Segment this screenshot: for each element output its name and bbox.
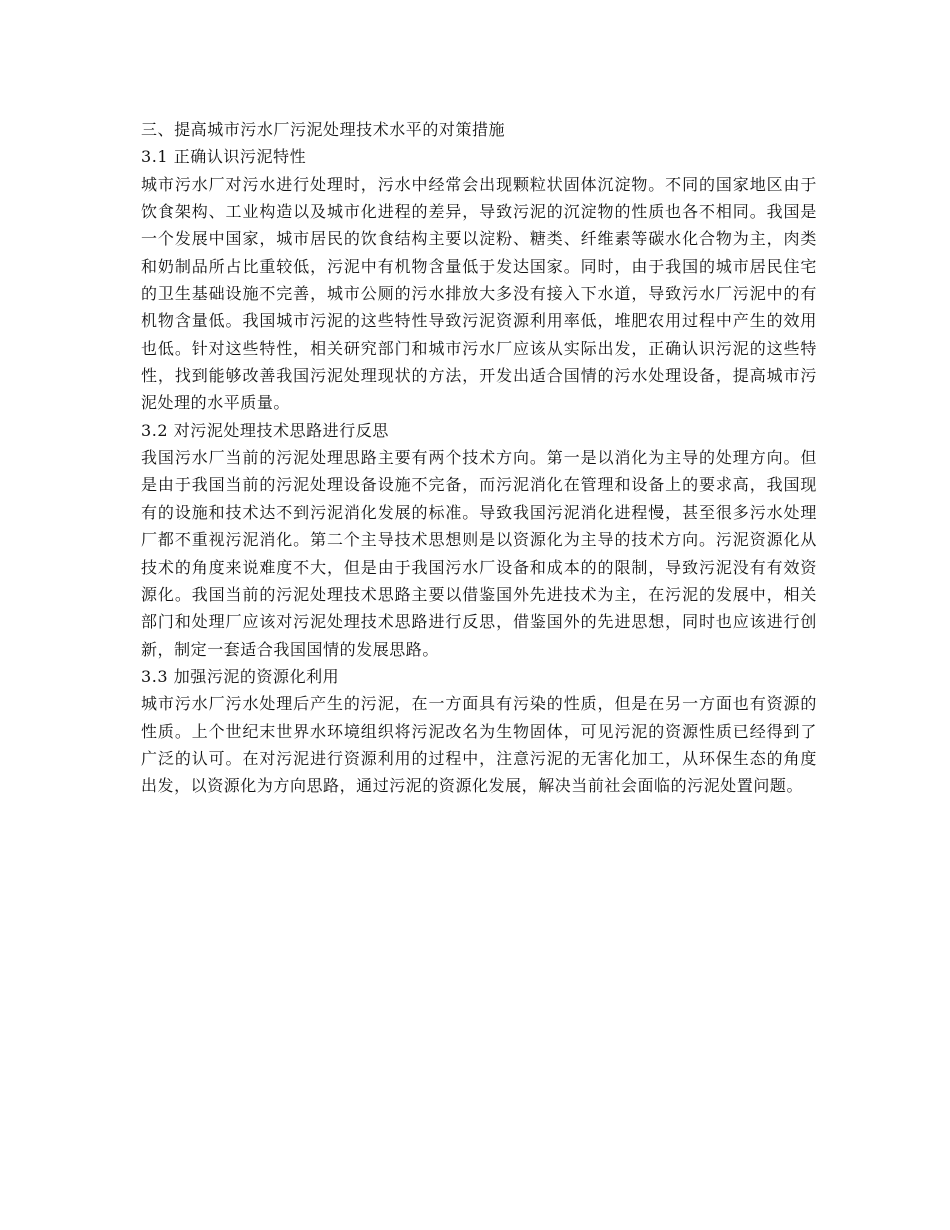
paragraph-3-2: 我国污水厂当前的污泥处理思路主要有两个技术方向。第一是以消化为主导的处理方向。但是由于我国当前的污泥处理设备设施不完备，而污泥消化在管理和设备上的要求高，我国现有的设施和技术达不到污泥消化发展的标准。导致我国污泥消化进程慢，甚至很多污水处理厂都不重视污泥消化。第二个主导技术思想则是以资源化为主导的技术方向。污泥资源化从技术的角度来说难度不大，但是由于我国污水厂设备和成本的的限制，导致污泥没有有效资源化。我国当前的污泥处理技术思路主要以借鉴国外先进技术为主，在污泥的发展中，相关部门和处理厂应该对污泥处理技术思路进行反思，借鉴国外的先进思想，同时也应该进行创新，制定一套适合我国国情的发展思路。 bbox=[141, 448, 817, 659]
subsection-title-3-1: 3.1 正确认识污泥特性 bbox=[141, 147, 307, 167]
document-body bbox=[141, 116, 817, 800]
paragraph-3-1: 城市污水厂对污水进行处理时，污水中经常会出现颗粒状固体沉淀物。不同的国家地区由于饮食架构、工业构造以及城市化进程的差异，导致污泥的沉淀物的性质也各不相同。我国是一个发展中国家，城市居民的饮食结构主要以淀粉、糖类、纤维素等碳水化合物为主，肉类和奶制品所占比重较低，污泥中有机物含量低于发达国家。同时，由于我国的城市居民住宅的卫生基础设施不完善，城市公厕的污水排放大多没有接入下水道，导致污水厂污泥中的有机物含量低。我国城市污泥的这些特性导致污泥资源利用率低，堆肥农用过程中产生的效用也低。针对这些特性，相关研究部门和城市污水厂应该从实际出发，正确认识污泥的这些特性，找到能够改善我国污泥处理现状的方法，开发出适合国情的污水处理设备，提高城市污泥处理的水平质量。 bbox=[141, 174, 817, 413]
subsection-title-3-2: 3.2 对污泥处理技术思路进行反思 bbox=[141, 420, 389, 440]
subsection-title-3-3: 3.3 加强污泥的资源化利用 bbox=[141, 666, 340, 686]
paragraph-3-3: 城市污水厂污水处理后产生的污泥，在一方面具有污染的性质，但是在另一方面也有资源的性质。上个世纪末世界水环境组织将污泥改名为生物固体，可见污泥的资源性质已经得到了广泛的认可。在对污泥进行资源利用的过程中，注意污泥的无害化加工，从环保生态的角度出发，以资源化为方向思路，通过污泥的资源化发展，解决当前社会面临的污泥处置问题。 bbox=[141, 694, 817, 796]
section-heading: 三、提高城市污水厂污泥处理技术水平的对策措施 bbox=[141, 120, 506, 139]
